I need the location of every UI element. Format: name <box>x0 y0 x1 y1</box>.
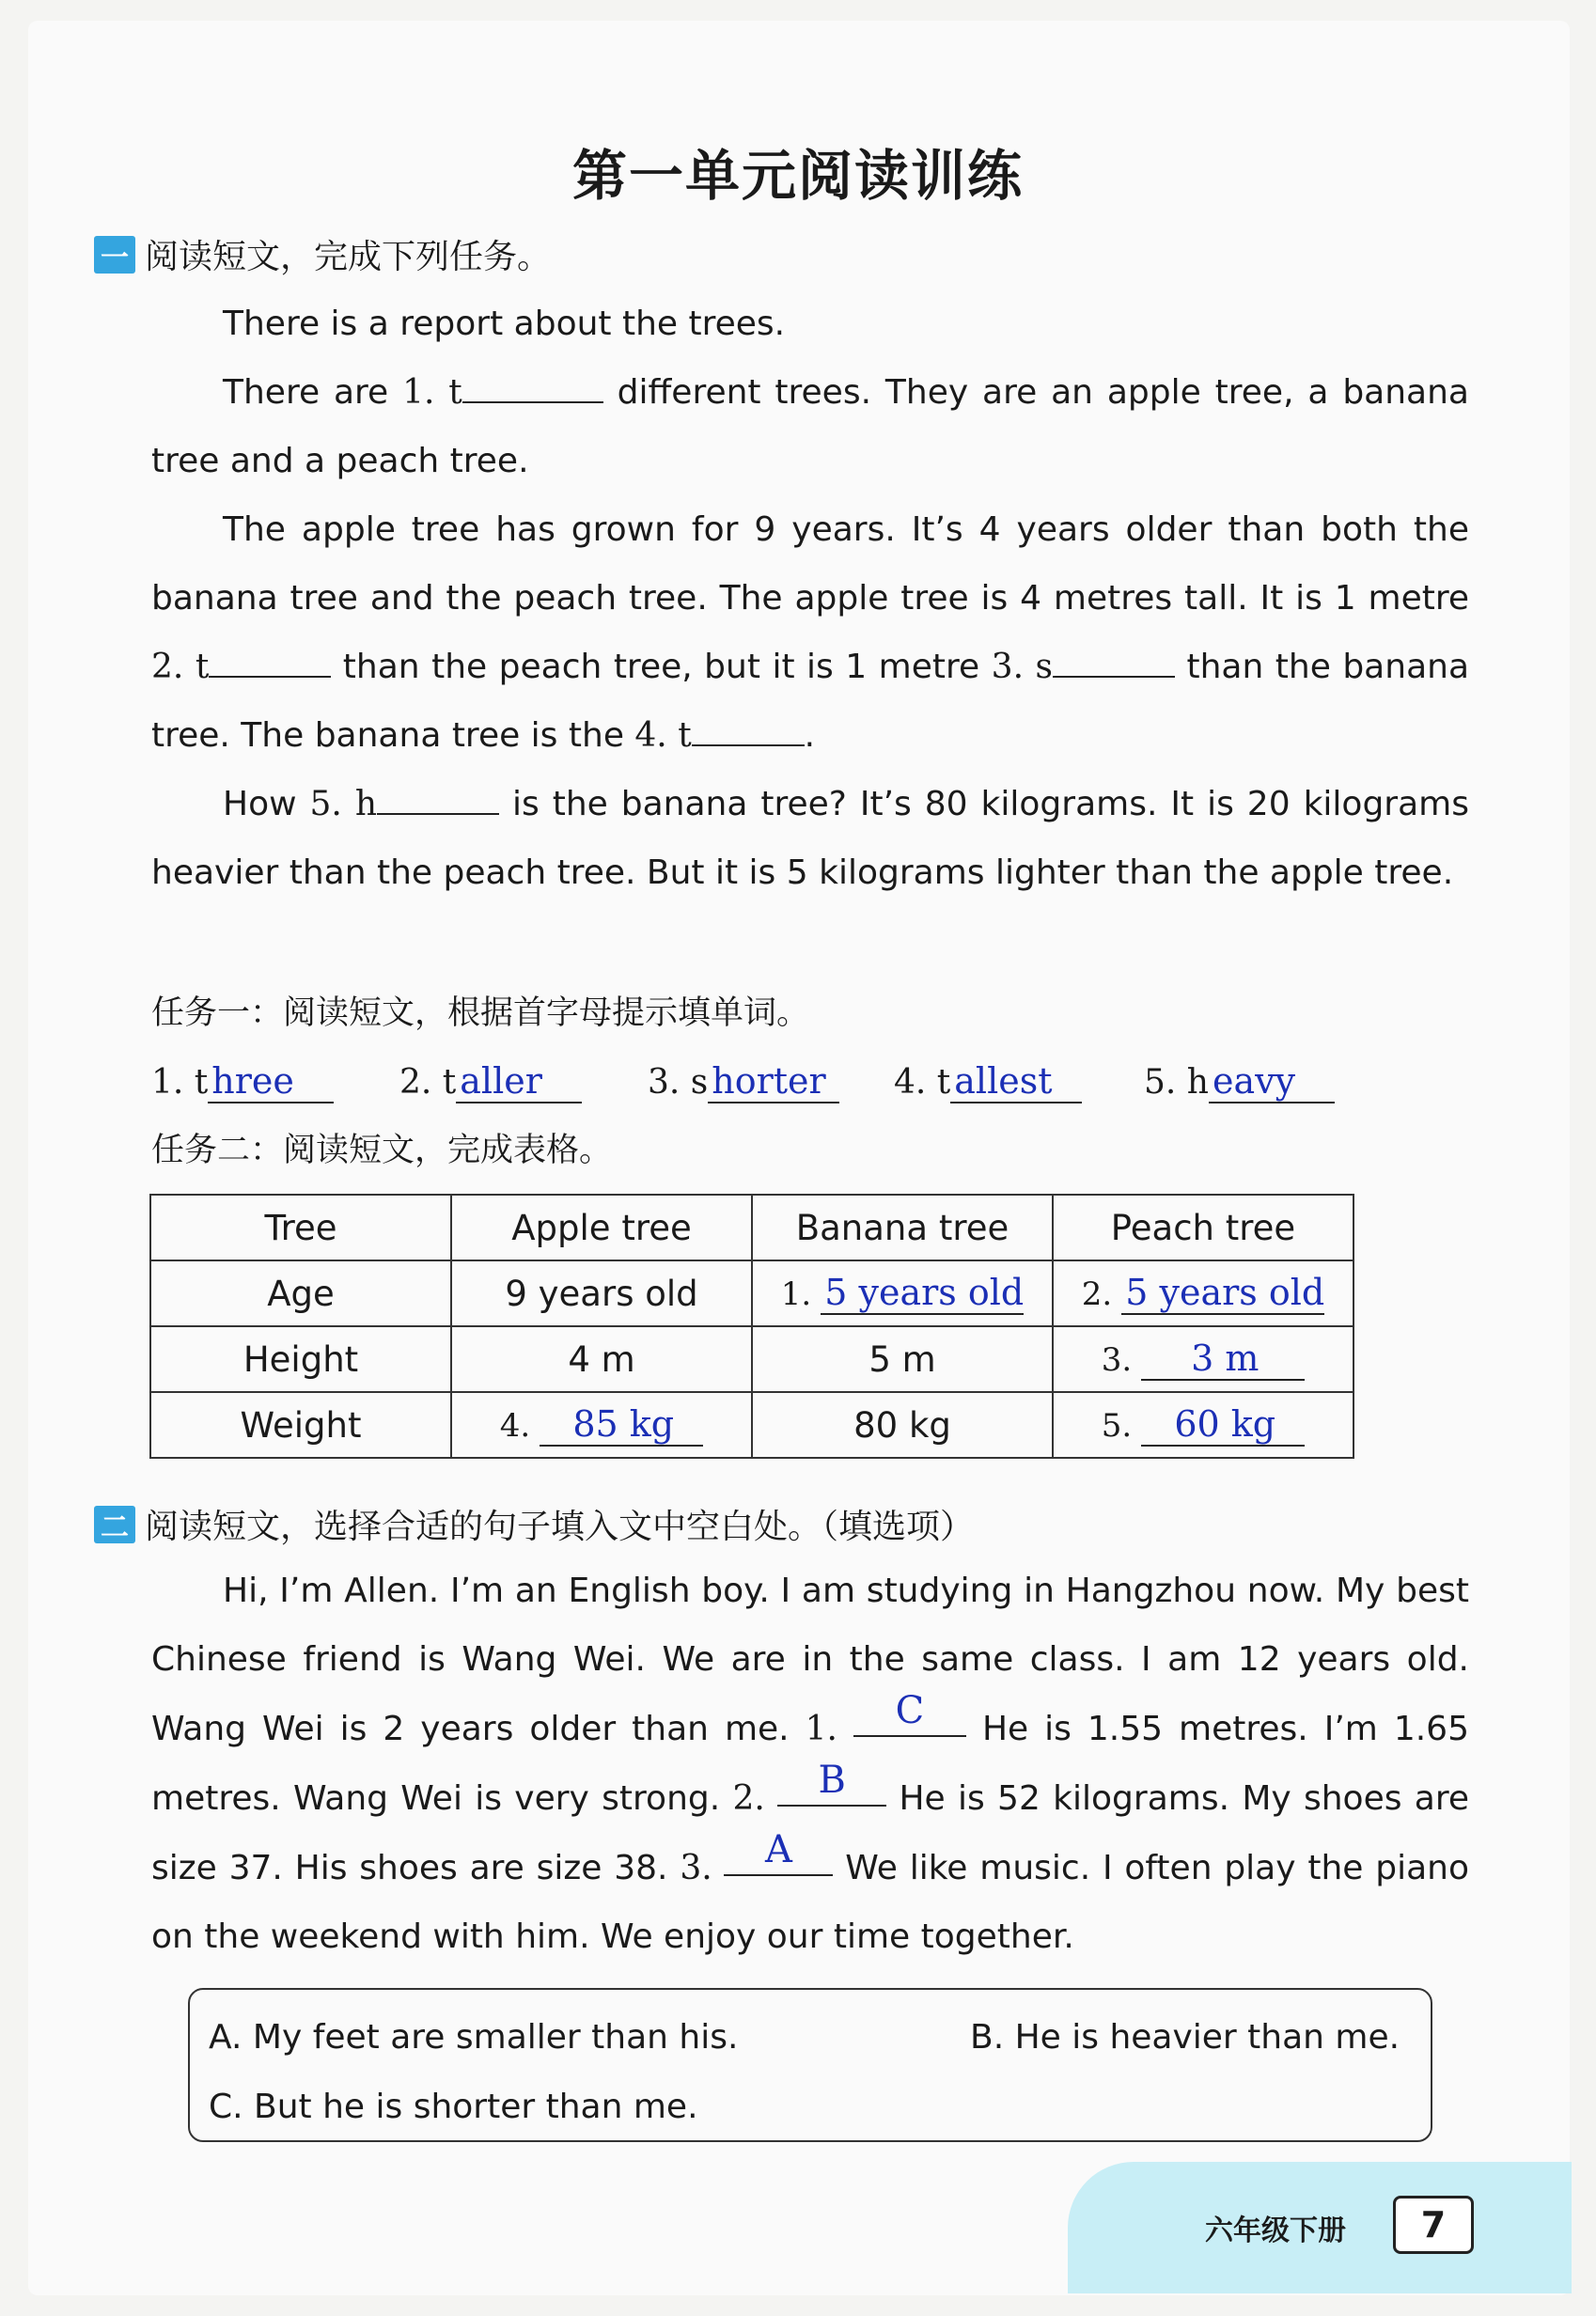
row-label: Age <box>150 1260 451 1326</box>
table-cell: 5. 60 kg <box>1053 1392 1353 1458</box>
task-1-answer-3: 3. s horter <box>648 1060 839 1103</box>
answer-text: 85 kg <box>540 1403 703 1447</box>
options-box <box>188 1988 1432 2142</box>
task-1-answer-5: 5. h eavy <box>1144 1060 1335 1103</box>
passage-1-para-2: There are 1. t different trees. They are an apple tree, a banana tree and a peach tree. <box>151 373 1469 480</box>
table-cell: 4 m <box>451 1326 752 1392</box>
blank-1: C <box>853 1694 966 1737</box>
page-title: 第一单元阅读训练 <box>571 144 1024 208</box>
table-row-height <box>150 1326 1353 1392</box>
table-row-age <box>150 1260 1353 1326</box>
table-cell: 4. 85 kg <box>451 1392 752 1458</box>
table-header: Peach tree <box>1053 1195 1353 1260</box>
table-cell: 1. 5 years old <box>752 1260 1053 1326</box>
answer-text: horter <box>708 1060 839 1103</box>
table-cell: 5 m <box>752 1326 1053 1392</box>
task-2-instruction: 任务二：阅读短文，完成表格。 <box>151 1132 613 1169</box>
task-1-answer-1: 1. t hree <box>151 1060 334 1103</box>
passage-2: Hi, I’m Allen. I’m an English boy. I am studying in Hangzhou now. My best Chinese friend is Wang Wei. We are in the same class. I am 12 years old. Wang Wei is 2 years older than me. 1. C He is 1.55 metres. I’m 1.65 metres. Wang Wei is very strong. 2. B He is 52 kilograms. My shoes are size 37. His shoes are size 38. 3. A We like music. I often play the piano on the weekend with him. We enjoy our time together. <box>151 1572 1470 1956</box>
blank-3: A <box>724 1833 833 1876</box>
option-c: C. But he is shorter than me. <box>209 2088 698 2126</box>
section-1-heading <box>94 230 551 278</box>
page-footer <box>1068 2162 1572 2293</box>
row-label: Height <box>150 1326 451 1392</box>
task-1-answer-2: 2. t aller <box>399 1060 582 1103</box>
row-label: Weight <box>150 1392 451 1458</box>
answer-text: aller <box>456 1060 582 1103</box>
answer-text: 5 years old <box>1121 1272 1324 1315</box>
section-1-instruction: 阅读短文，完成下列任务。 <box>145 238 552 276</box>
passage-1-para-3: The apple tree has grown for 9 years. It’s 4 years older than both the banana tree and the peach tree. The apple tree is 4 metres tall. It is 1 metre 2. t than the peach tree, but it is 1 metre 3. s than the banana tree. The banana tree is the 4. t . <box>151 510 1470 755</box>
table-header-row <box>150 1195 1353 1260</box>
table-cell: 9 years old <box>451 1260 752 1326</box>
answer-text: 60 kg <box>1141 1403 1305 1447</box>
task-1-answers <box>151 1060 1469 1117</box>
table-cell: 2. 5 years old <box>1053 1260 1353 1326</box>
passage-1-para-4: How 5. h is the banana tree? It’s 80 kilograms. It is 20 kilograms heavier than the peach tree. But it is 5 kilograms lighter than the apple tree. <box>151 785 1469 892</box>
table-cell: 80 kg <box>752 1392 1053 1458</box>
answer-text: allest <box>950 1060 1082 1103</box>
task-1-answer-4: 4. t allest <box>894 1060 1082 1103</box>
answer-text: 3 m <box>1141 1338 1305 1381</box>
table-header: Banana tree <box>752 1195 1053 1260</box>
page-number: 7 <box>1393 2196 1474 2254</box>
blank-2: B <box>777 1763 886 1807</box>
section-2-number: 二 <box>94 1506 135 1543</box>
table-header: Tree <box>150 1195 451 1260</box>
passage-1-para-1: There is a report about the trees. <box>223 305 786 343</box>
section-2-heading <box>94 1500 974 1548</box>
answer-text: 5 years old <box>821 1272 1024 1315</box>
answer-text: eavy <box>1209 1060 1335 1103</box>
table-header: Apple tree <box>451 1195 752 1260</box>
table-row-weight <box>150 1392 1353 1458</box>
section-2-instruction: 阅读短文，选择合适的句子填入文中空白处。（填选项） <box>145 1508 975 1546</box>
option-b: B. He is heavier than me. <box>970 2018 1400 2057</box>
answer-text: hree <box>208 1060 334 1103</box>
table-cell: 3. 3 m <box>1053 1326 1353 1392</box>
option-a: A. My feet are smaller than his. <box>209 2018 739 2057</box>
section-1-number: 一 <box>94 236 135 274</box>
task-1-instruction: 任务一：阅读短文，根据首字母提示填单词。 <box>151 994 810 1032</box>
tree-table <box>149 1194 1354 1459</box>
grade-label: 六年级下册 <box>1205 2214 1346 2247</box>
